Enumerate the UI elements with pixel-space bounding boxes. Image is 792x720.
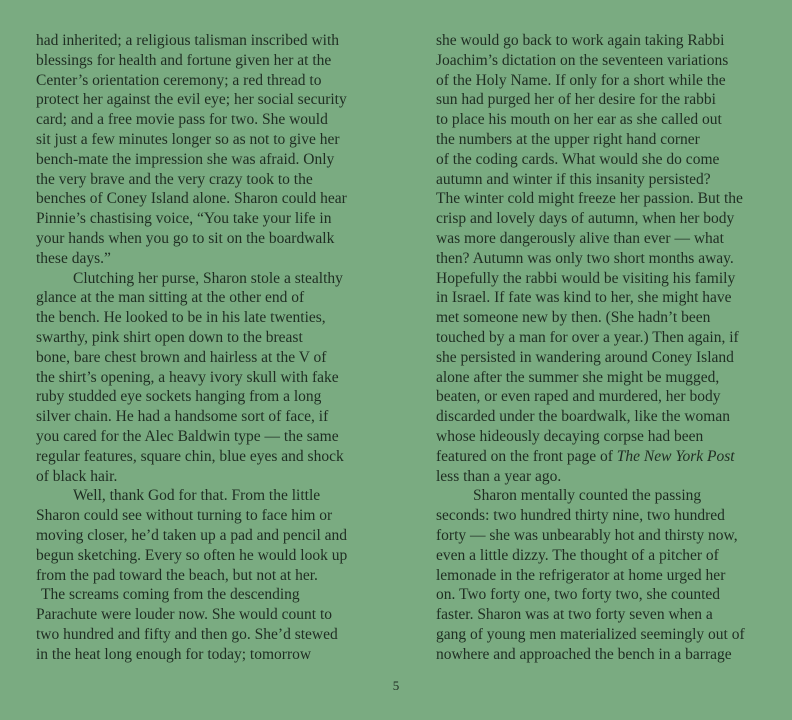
text-line — [36, 170, 384, 190]
text-line — [36, 605, 384, 625]
text-line — [36, 407, 384, 427]
text-line — [36, 625, 384, 645]
text-line — [436, 467, 784, 487]
text-line — [436, 387, 784, 407]
text-segment: bench-mate the impression she was afraid. Only — [36, 150, 335, 168]
text-line — [436, 348, 784, 368]
text-segment: then? Autumn was only two short months away. — [436, 249, 734, 267]
text-line — [436, 51, 784, 71]
text-line — [436, 110, 784, 130]
text-segment: the shirt’s opening, a heavy ivory skull with fake — [36, 368, 339, 386]
text-line — [436, 566, 784, 586]
text-line — [436, 506, 784, 526]
text-line — [36, 288, 384, 308]
text-segment: Joachim’s dictation on the seventeen variations — [436, 51, 729, 69]
text-line — [36, 387, 384, 407]
text-segment: protect her against the evil eye; her social security — [36, 91, 347, 109]
text-segment: you cared for the Alec Baldwin type — the same — [36, 427, 339, 445]
text-segment: autumn and winter if this insanity persisted? — [436, 170, 711, 188]
text-line — [436, 526, 784, 546]
text-line — [36, 546, 384, 566]
text-segment: Sharon could see without turning to face him or — [36, 507, 333, 525]
text-segment: bone, bare chest brown and hairless at the V of — [36, 348, 327, 366]
text-line — [436, 447, 784, 467]
text-segment: lemonade in the refrigerator at home urged her — [436, 566, 726, 584]
text-segment: Sharon mentally counted the passing — [473, 487, 702, 505]
text-segment: she persisted in wandering around Coney Island — [436, 348, 734, 366]
text-segment: whose hideously decaying corpse had been — [436, 427, 704, 445]
text-line — [436, 427, 784, 447]
text-segment: two hundred and fifty and then go. She’d stewed — [36, 625, 338, 643]
text-segment: touched by a man for over a year.) Then again, if — [436, 328, 739, 346]
text-line — [436, 605, 784, 625]
text-line — [36, 328, 384, 348]
text-segment: featured on the front page of — [436, 447, 617, 465]
text-segment: Pinnie’s chastising voice, “You take your life in — [36, 210, 332, 228]
text-segment: to place his mouth on her ear as she called out — [436, 111, 722, 129]
text-line — [436, 546, 784, 566]
text-line — [36, 427, 384, 447]
text-line — [436, 189, 784, 209]
text-line — [36, 566, 384, 586]
text-segment: begun sketching. Every so often he would look up — [36, 546, 348, 564]
text-segment: discarded under the boardwalk, like the woman — [436, 408, 730, 426]
text-segment: was more dangerously alive than ever — what — [436, 229, 724, 247]
text-line — [36, 308, 384, 328]
right-text-column — [436, 31, 784, 665]
text-segment: on. Two forty one, two forty two, she counted — [436, 586, 721, 604]
text-line — [436, 90, 784, 110]
text-line — [436, 625, 784, 645]
text-line — [436, 328, 784, 348]
text-segment: Clutching her purse, Sharon stole a stealthy — [73, 269, 343, 287]
text-line — [36, 189, 384, 209]
text-segment: met someone new by then. (She hadn’t been — [436, 309, 711, 327]
text-line — [436, 486, 784, 506]
text-segment: ruby studded eye sockets hanging from a long — [36, 388, 322, 406]
text-line — [436, 229, 784, 249]
text-segment: seconds: two hundred thirty nine, two hundred — [436, 507, 725, 525]
text-line — [36, 368, 384, 388]
text-segment: crisp and lovely days of autumn, when her body — [436, 210, 735, 228]
text-segment: regular features, square chin, blue eyes and shock — [36, 447, 344, 465]
text-segment: faster. Sharon was at two forty seven when a — [436, 606, 713, 624]
text-segment: Hopefully the rabbi would be visiting his family — [436, 269, 736, 287]
text-segment: in Israel. If fate was kind to her, she might have — [436, 289, 732, 307]
text-segment: beaten, or even raped and murdered, her body — [436, 388, 721, 406]
text-segment: your hands when you go to sit on the boardwalk — [36, 229, 335, 247]
text-line — [36, 467, 384, 487]
text-line — [36, 269, 384, 289]
text-line — [436, 288, 784, 308]
text-segment: even a little dizzy. The thought of a pitcher of — [436, 546, 719, 564]
text-segment: in the heat long enough for today; tomorrow — [36, 645, 312, 663]
text-line — [36, 486, 384, 506]
text-line — [36, 71, 384, 91]
text-line — [436, 249, 784, 269]
text-segment: the very brave and the very crazy took to the — [36, 170, 313, 188]
text-line — [436, 269, 784, 289]
text-line — [36, 90, 384, 110]
text-segment: Well, thank God for that. From the little — [73, 487, 321, 505]
text-segment: silver chain. He had a handsome sort of face, if — [36, 408, 329, 426]
text-segment: blessings for health and fortune given her at the — [36, 51, 332, 69]
text-line — [36, 447, 384, 467]
text-line — [36, 645, 384, 665]
text-segment: had inherited; a religious talisman inscribed with — [36, 32, 340, 49]
text-line — [36, 229, 384, 249]
text-segment: Center’s orientation ceremony; a red thread to — [36, 71, 322, 89]
text-segment: from the pad toward the beach, but not at her. — [36, 566, 318, 584]
text-line — [36, 209, 384, 229]
text-line — [436, 150, 784, 170]
text-line — [36, 31, 384, 51]
text-segment: gang of young men materialized seemingly out of — [436, 625, 745, 643]
text-line — [436, 308, 784, 328]
text-segment: Parachute were louder now. She would count to — [36, 606, 332, 624]
text-segment: benches of Coney Island alone. Sharon could hear — [36, 190, 347, 208]
text-segment: The screams coming from the descending — [41, 586, 300, 604]
text-segment: sun had purged her of her desire for the rabbi — [436, 91, 716, 109]
text-line — [36, 506, 384, 526]
text-line — [436, 31, 784, 51]
text-line — [436, 407, 784, 427]
text-segment: card; and a free movie pass for two. She would — [36, 111, 328, 129]
text-segment: sit just a few minutes longer so as not to give her — [36, 130, 340, 148]
text-segment: moving closer, he’d taken up a pad and pencil and — [36, 526, 347, 544]
text-segment: less than a year ago. — [436, 467, 562, 485]
text-segment: of the Holy Name. If only for a short while the — [436, 71, 726, 89]
text-segment: swarthy, pink shirt open down to the breast — [36, 328, 303, 346]
text-segment: these days.” — [36, 249, 111, 267]
text-segment: the numbers at the upper right hand corner — [436, 130, 700, 148]
text-segment: of black hair. — [36, 467, 118, 485]
text-line — [36, 585, 384, 605]
text-line — [36, 249, 384, 269]
text-line — [436, 585, 784, 605]
text-line — [436, 645, 784, 665]
left-text-column — [36, 31, 384, 665]
text-line — [436, 368, 784, 388]
text-segment: of the coding cards. What would she do come — [436, 150, 720, 168]
text-line — [36, 51, 384, 71]
text-segment: the bench. He looked to be in his late twenties, — [36, 309, 326, 327]
text-line — [36, 130, 384, 150]
text-segment: forty — she was unbearably hot and thirsty now, — [436, 526, 738, 544]
text-line — [436, 130, 784, 150]
page-number: 5 — [392, 678, 400, 693]
text-line — [436, 209, 784, 229]
text-segment: The winter cold might freeze her passion. But the — [436, 190, 743, 208]
text-line — [36, 110, 384, 130]
text-segment: glance at the man sitting at the other end of — [36, 289, 305, 307]
text-segment: alone after the summer she might be mugged, — [436, 368, 720, 386]
text-line — [36, 526, 384, 546]
text-line — [36, 150, 384, 170]
text-line — [36, 348, 384, 368]
text-line — [436, 170, 784, 190]
italic-text-segment: The New York Post — [616, 447, 735, 465]
text-line — [436, 71, 784, 91]
text-segment: she would go back to work again taking Rabbi — [436, 32, 725, 49]
text-segment: nowhere and approached the bench in a barrage — [436, 645, 732, 663]
